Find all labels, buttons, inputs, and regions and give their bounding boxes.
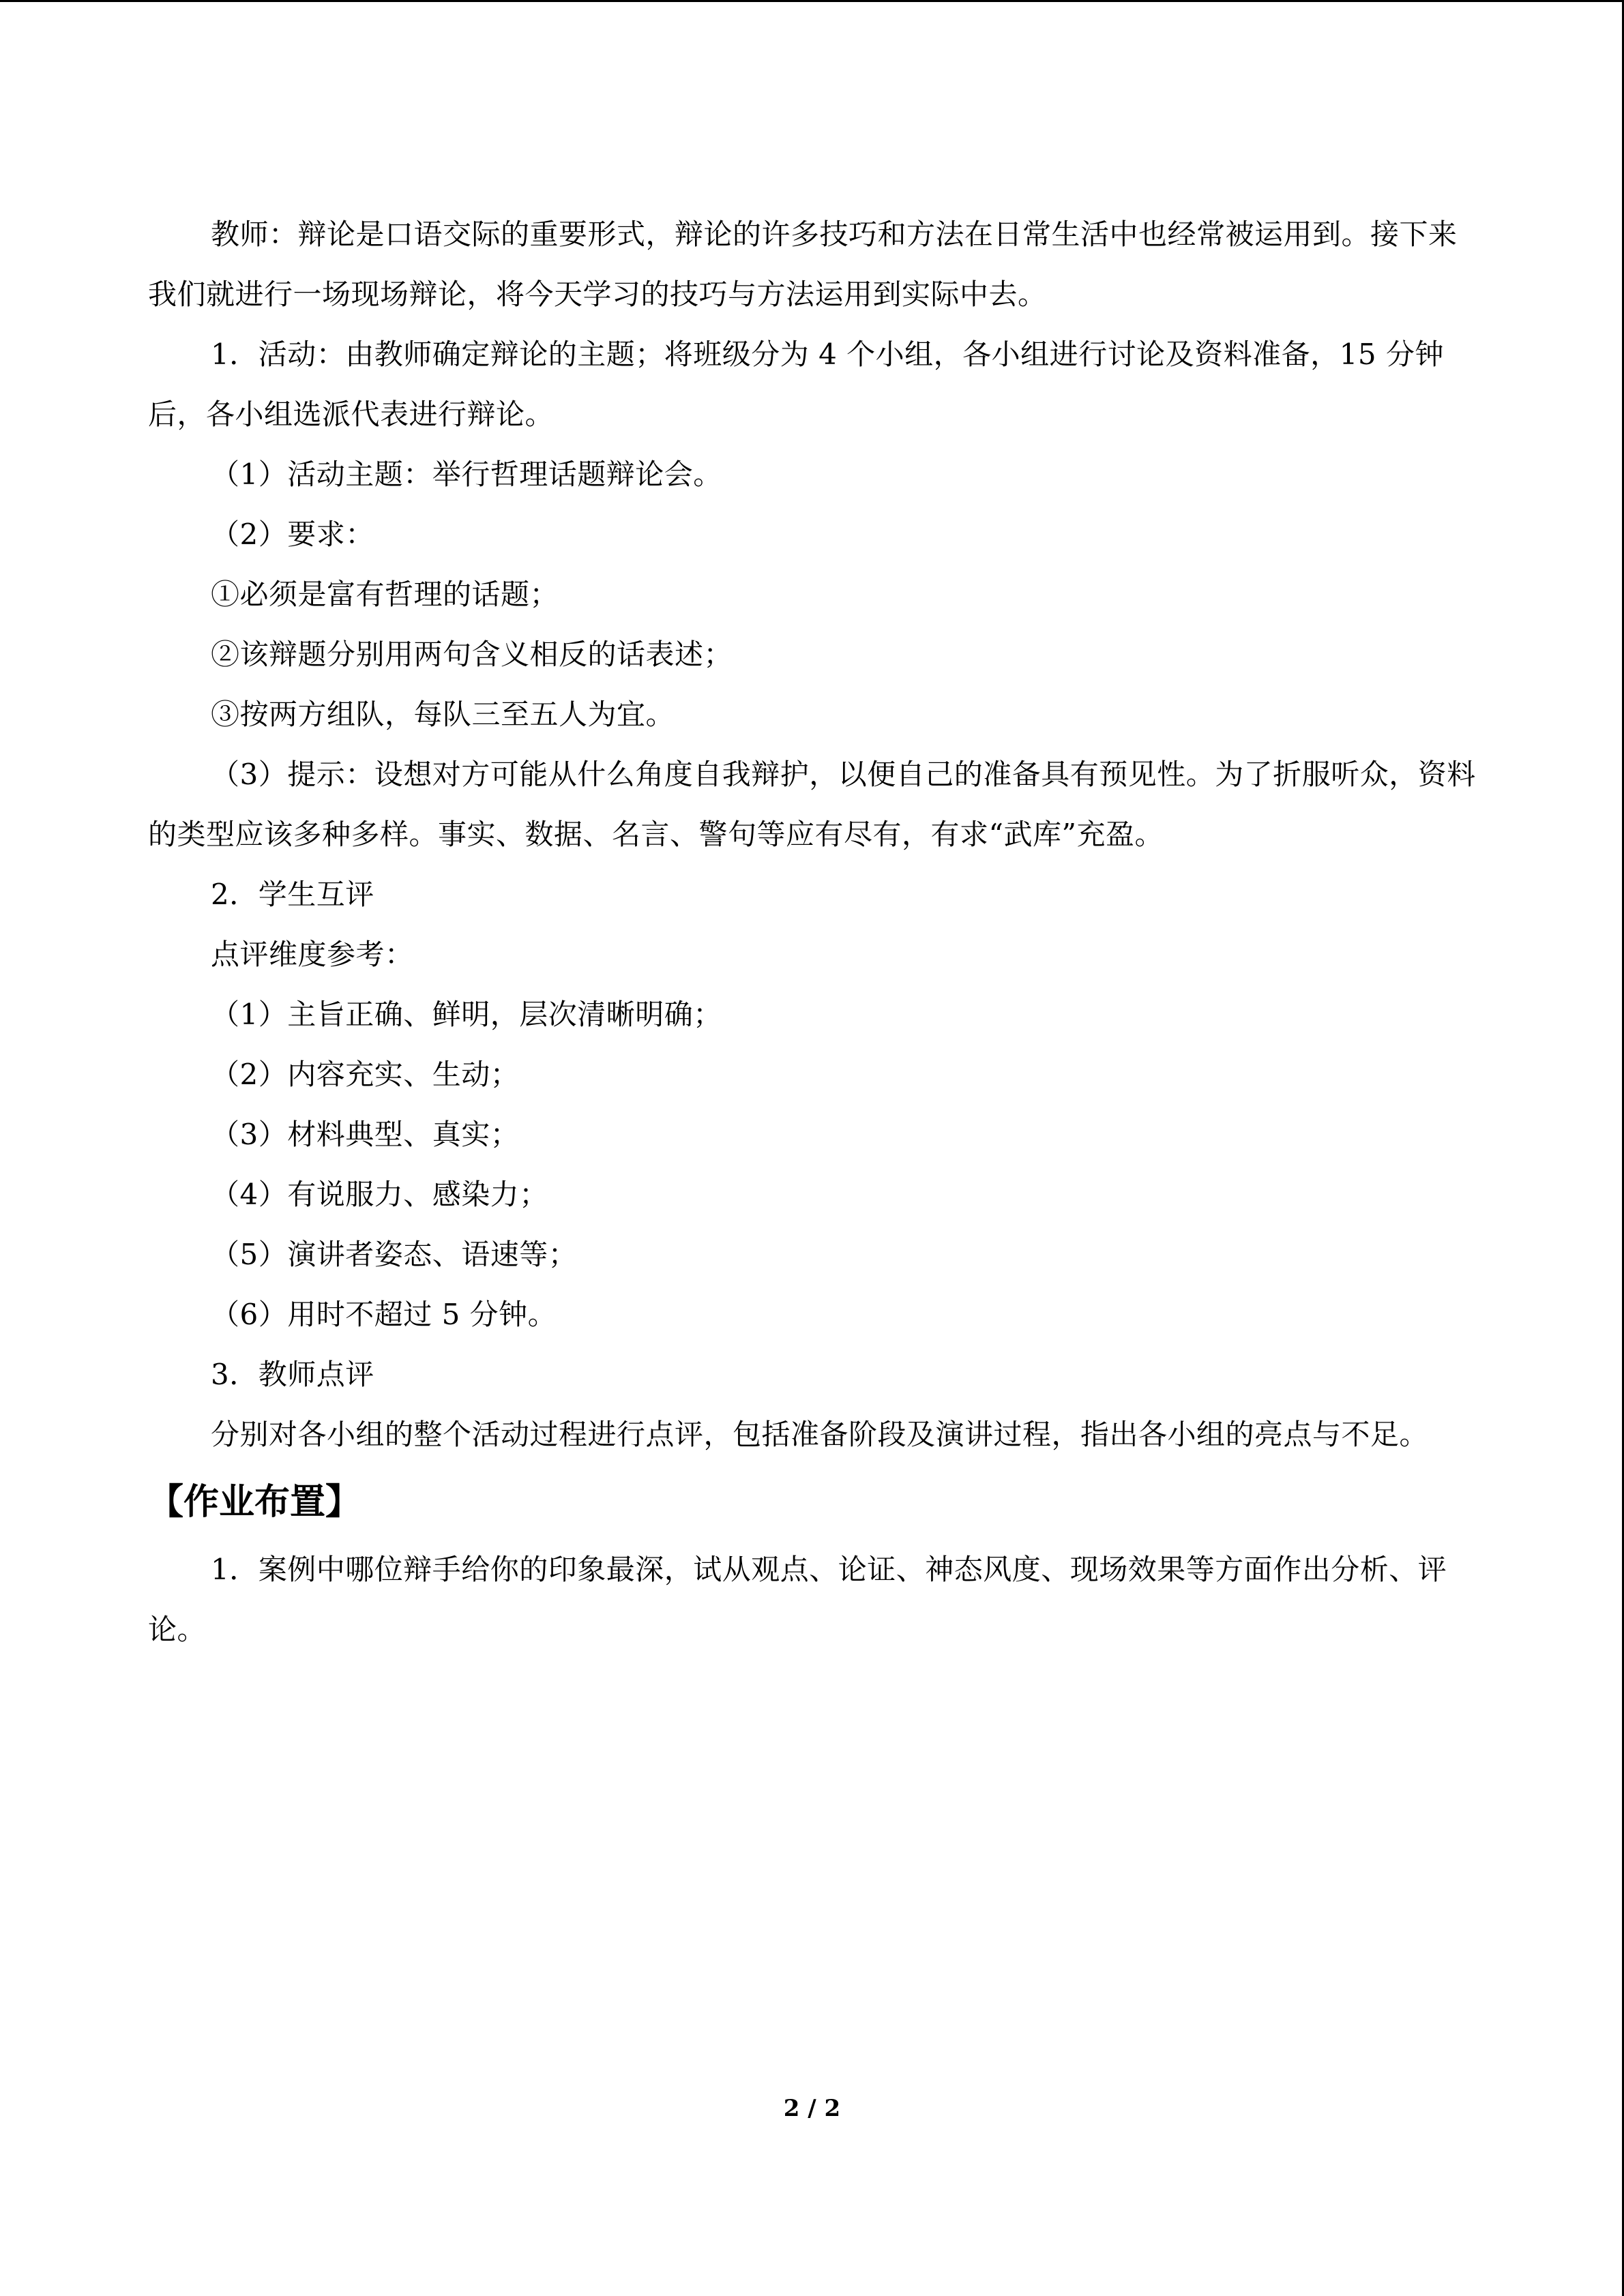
list-item: （5）演讲者姿态、语速等； xyxy=(211,1238,578,1271)
document-body xyxy=(148,205,1485,1660)
paragraph-activity-theme: （1）活动主题：举行哲理话题辩论会。 xyxy=(211,458,722,491)
list-item: （1）主旨正确、鲜明，层次清晰明确； xyxy=(211,998,722,1031)
list-item: （6）用时不超过 5 分钟。 xyxy=(211,1298,557,1331)
paragraph-peer-review: 2．学生互评 xyxy=(211,878,374,911)
paragraph-review-dimensions: 点评维度参考： xyxy=(211,938,414,971)
paragraph-teacher-review-body: 分别对各小组的整个活动过程进行点评，包括准备阶段及演讲过程，指出各小组的亮点与不足。 xyxy=(211,1418,1429,1451)
paragraph-requirements: （2）要求： xyxy=(211,518,374,551)
list-item: （3）材料典型、真实； xyxy=(211,1118,520,1151)
paragraph-teacher-intro: 教师：辩论是口语交际的重要形式，辩论的许多技巧和方法在日常生活中也经常被运用到。接下来我们就进行一场现场辩论，将今天学习的技巧与方法运用到实际中去。 xyxy=(148,218,1458,311)
list-item: ③按两方组队，每队三至五人为宜。 xyxy=(211,698,675,731)
paragraph-hint: （3）提示：设想对方可能从什么角度自我辩护，以便自己的准备具有预见性。为了折服听众，资料的类型应该多种多样。事实、数据、名言、警句等应有尽有，有求“武库”充盈。 xyxy=(148,758,1476,851)
paragraph-activity: 1．活动：由教师确定辩论的主题；将班级分为 4 个小组，各小组进行讨论及资料准备，15 分钟后，各小组选派代表进行辩论。 xyxy=(148,338,1444,431)
page-number: 2 / 2 xyxy=(783,2095,841,2122)
list-item: ②该辩题分别用两句含义相反的话表述； xyxy=(211,638,733,671)
list-item: （2）内容充实、生动； xyxy=(211,1058,520,1091)
list-item: （4）有说服力、感染力； xyxy=(211,1178,548,1211)
list-item: ①必须是富有哲理的话题； xyxy=(211,578,559,611)
paragraph-homework: 1．案例中哪位辩手给你的印象最深，试从观点、论证、神态风度、现场效果等方面作出分析、评论。 xyxy=(148,1553,1447,1646)
section-heading-homework: 【作业布置】 xyxy=(148,1482,361,1523)
paragraph-teacher-review: 3．教师点评 xyxy=(211,1358,374,1391)
